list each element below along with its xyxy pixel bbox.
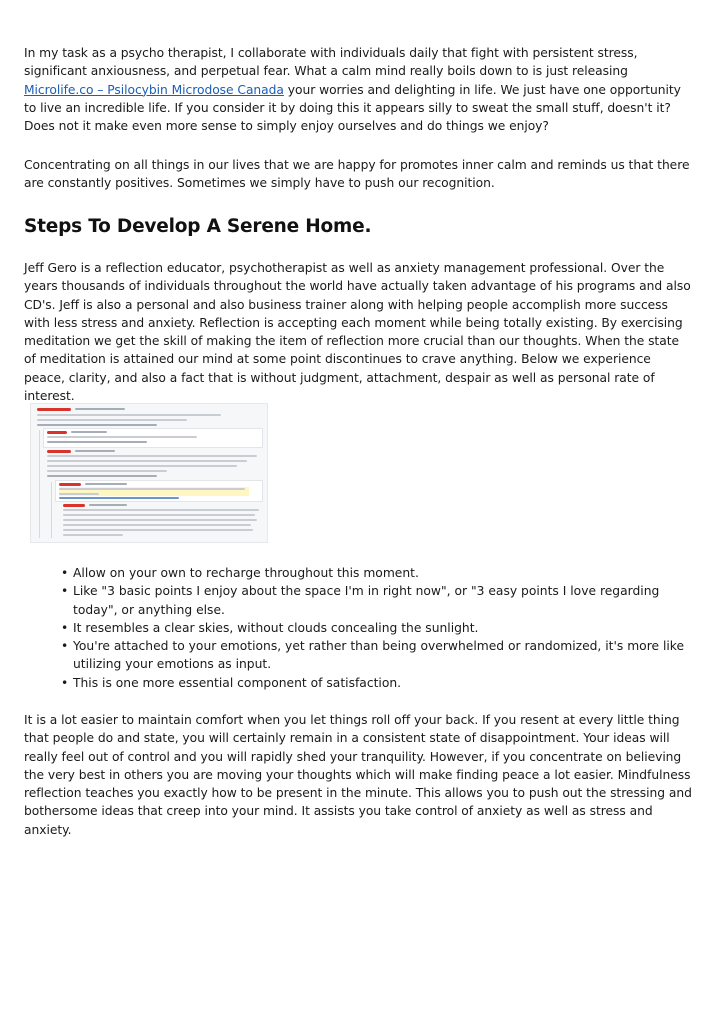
paragraph-jeff-gero: Jeff Gero is a reflection educator, psychotherapist as well as anxiety management professional. Over the years thousands of individuals throughout the world have actually taken advantage of his programs and also CD's. Jeff is also a personal and also business trainer along with helping people accomplish more success with less stress and anxiety. Reflection is accepting each moment while being totally existing. By exercising meditation we get the skill of making the item of reflection more crucial than our thoughts. When the state of meditation is attained our mind at some point discontinues to crave anything. Below we experience peace, clarity, and also a fact that is without judgment, attachment, despair as well as personal rate of interest.	[24, 261, 691, 404]
bullet-icon: •	[61, 620, 69, 635]
list-item: • Allow on your own to recharge throughout this moment.	[24, 564, 694, 582]
paragraph-gratitude: Concentrating on all things in our lives that we are happy for promotes inner calm and reminds us that there are constantly positives. Sometimes we simply have to push our recognition.	[24, 158, 690, 191]
section-heading: Steps To Develop A Serene Home.	[24, 216, 372, 237]
paragraph-mindfulness: It is a lot easier to maintain comfort when you let things roll off your back. If you resent at every little thing that people do and state, you will certainly remain in a consistent state of disappointment. Your ideas will really feel out of control and you will rapidly shed your tranquility. However, if you concentrate on believing the very best in others you are moving your thoughts which will make finding peace a lot easier. Mindfulness reflection teaches you exactly how to be present in the minute. This allows you to push out the stressing and bothersome ideas that creep into your mind. It assists you take control of anxiety as well as stress and anxiety.	[24, 713, 692, 837]
bullet-icon: •	[61, 675, 69, 690]
bullet-icon: •	[61, 566, 69, 580]
microlife-link[interactable]: Microlife.co – Psilocybin Microdose Canada	[24, 82, 284, 97]
intro-text-start: In my task as a psycho therapist, I collaborate with individuals daily that fight with persistent stress, significant anxiousness, and perpetual fear. What a calm mind really boils down to is just releasing	[24, 46, 638, 79]
list-item: • It resembles a clear skies, without clouds concealing the sunlight.	[24, 619, 694, 637]
bullet-icon: •	[61, 584, 69, 599]
intro-text-end: your worries and delighting in life. We just have one opportunity to live an incredible life. If you consider it by doing this it appears silly to sweat the small stuff, doesn't it? Does not it make even more sense to simply enjoy ourselves and do things we enjoy?	[24, 82, 681, 134]
bullet-icon: •	[61, 639, 69, 654]
paragraph-intro	[24, 44, 694, 135]
list-item: • You're attached to your emotions, yet rather than being overwhelmed or randomized, it's more like utilizing your emotions as input.	[61, 639, 685, 672]
forum-screenshot-image	[30, 403, 268, 543]
tips-list	[24, 564, 694, 692]
list-item: • Like "3 basic points I enjoy about the space I'm in right now", or "3 easy points I love regarding today", or anything else.	[61, 584, 660, 617]
list-item: • This is one more essential component of satisfaction.	[24, 674, 694, 692]
